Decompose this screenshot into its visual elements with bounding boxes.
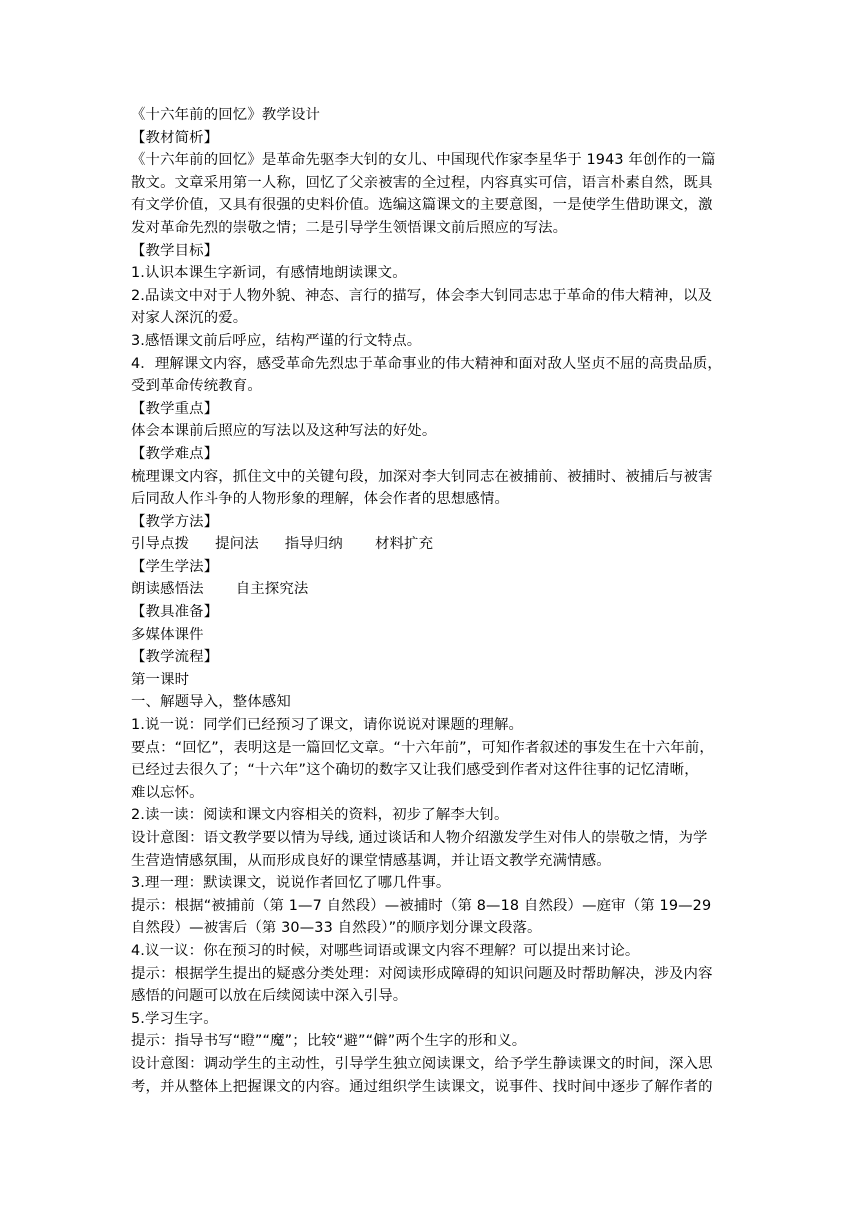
text-line: 自然段）—被害后（第 30—33 自然段）”的顺序划分课文段落。 xyxy=(131,920,542,937)
method-item: 引导点拨 xyxy=(131,536,190,553)
method-item: 指导归纳 xyxy=(284,536,343,553)
difficulty-paragraph xyxy=(131,466,740,511)
section-header-focus: 【教学重点】 xyxy=(131,400,219,417)
text-line: 受到革命传统教育。 xyxy=(131,378,262,395)
text-line: 第一课时 xyxy=(131,671,190,688)
text-line: 提示：指导书写“瞪”“魔”；比较“避”“僻”两个生字的形和义。 xyxy=(131,1033,527,1050)
text-line: 2.品读文中对于人物外貌、神态、言行的描写，体会李大钊同志忠于革命的伟大精神，以及 xyxy=(131,287,713,304)
doc-title: 《十六年前的回忆》教学设计 xyxy=(131,107,321,123)
text-line: 发对革命先烈的崇敬之情；二是引导学生领悟课文前后照应的写法。 xyxy=(131,219,568,236)
section-header-tools: 【教具准备】 xyxy=(131,604,219,621)
text-line: 难以忘怀。 xyxy=(131,784,204,801)
text-line: 提示：根据“被捕前（第 1—7 自然段）—被捕时（第 8—18 自然段）—庭审（第 19—29 xyxy=(131,897,712,914)
section-header-difficulty: 【教学难点】 xyxy=(131,445,219,462)
text-line: 2.读一读：阅读和课文内容相关的资料，初步了解李大钊。 xyxy=(131,807,509,824)
text-line: 设计意图：语文教学要以情为导线, 通过谈话和人物介绍激发学生对伟人的崇敬之情，为学 xyxy=(131,830,708,846)
methods-list xyxy=(131,533,740,556)
text-line: 5.学习生字。 xyxy=(131,1010,218,1027)
text-line: 感悟的问题可以放在后续阅读中深入引导。 xyxy=(131,988,408,1005)
text-line: 散文。文章采用第一人称，回忆了父亲被害的全过程，内容真实可信，语言朴素自然，既具 xyxy=(131,174,713,191)
section-header-material: 【教材简析】 xyxy=(131,129,219,146)
learning-list xyxy=(131,578,740,601)
text-line: 梳理课文内容，抓住文中的关键句段，加深对李大钊同志在被捕前、被捕时、被捕后与被害 xyxy=(131,468,713,485)
method-item: 材料扩充 xyxy=(374,536,434,553)
text-line: 1.说一说：同学们已经预习了课文，请你说说对课题的理解。 xyxy=(131,717,524,734)
section-header-methods: 【教学方法】 xyxy=(131,513,219,530)
text-line: 后同敌人作斗争的人物形象的理解，体会作者的思想感情。 xyxy=(131,491,510,508)
section-header-learning: 【学生学法】 xyxy=(131,558,219,575)
method-item: 提问法 xyxy=(215,536,259,553)
text-line: 已经过去很久了；“十六年”这个确切的数字又让我们感受到作者对这件往事的记忆清晰， xyxy=(131,762,699,779)
text-line: 4.议一议：你在预习的时候，对哪些词语或课文内容不理解？可以提出来讨论。 xyxy=(131,942,640,959)
text-line: 有文学价值，又具有很强的史料价值。选编这篇课文的主要意图，一是使学生借助课文，激 xyxy=(131,197,713,214)
text-line: 设计意图：调动学生的主动性，引导学生独立阅读课文，给予学生静读课文的时间，深入思 xyxy=(131,1055,713,1072)
text-line: 对家人深沉的爱。 xyxy=(131,310,248,327)
flow-content xyxy=(131,669,740,1098)
section-header-flow: 【教学流程】 xyxy=(131,649,219,666)
material-paragraph xyxy=(131,149,740,239)
text-line: 提示：根据学生提出的疑惑分类处理：对阅读形成障碍的知识问题及时帮助解决，涉及内容 xyxy=(131,965,713,982)
text-line: 多媒体课件 xyxy=(131,626,204,643)
learning-item: 朗读感悟法 xyxy=(131,581,204,598)
text-line: 4．理解课文内容，感受革命先烈忠于革命事业的伟大精神和面对敌人坚贞不屈的高贵品质， xyxy=(131,355,722,372)
section-header-goals: 【教学目标】 xyxy=(131,242,219,259)
learning-item: 自主探究法 xyxy=(235,581,309,598)
text-line: 生营造情感氛围，从而形成良好的课堂情感基调，并让语文教学充满情感。 xyxy=(131,852,611,869)
text-line: 考，并从整体上把握课文的内容。通过组织学生读课文，说事件、找时间中逐步了解作者的 xyxy=(131,1078,713,1095)
text-line: 《十六年前的回忆》是革命先驱李大钊的女儿、中国现代作家李星华于 1943 年创作的一篇 xyxy=(131,152,716,169)
text-line: 体会本课前后照应的写法以及这种写法的好处。 xyxy=(131,423,437,440)
text-line: 1.认识本课生字新词，有感情地朗读课文。 xyxy=(131,265,407,282)
text-line: 一、解题导入，整体感知 xyxy=(131,694,291,711)
text-line: 3.理一理：默读课文，说说作者回忆了哪几件事。 xyxy=(131,875,451,892)
text-line: 要点：“回忆”，表明这是一篇回忆文章。“十六年前”，可知作者叙述的事发生在十六年前， xyxy=(131,739,714,756)
text-line: 3.感悟课文前后呼应，结构严谨的行文特点。 xyxy=(131,332,422,349)
goals-list xyxy=(131,262,740,398)
